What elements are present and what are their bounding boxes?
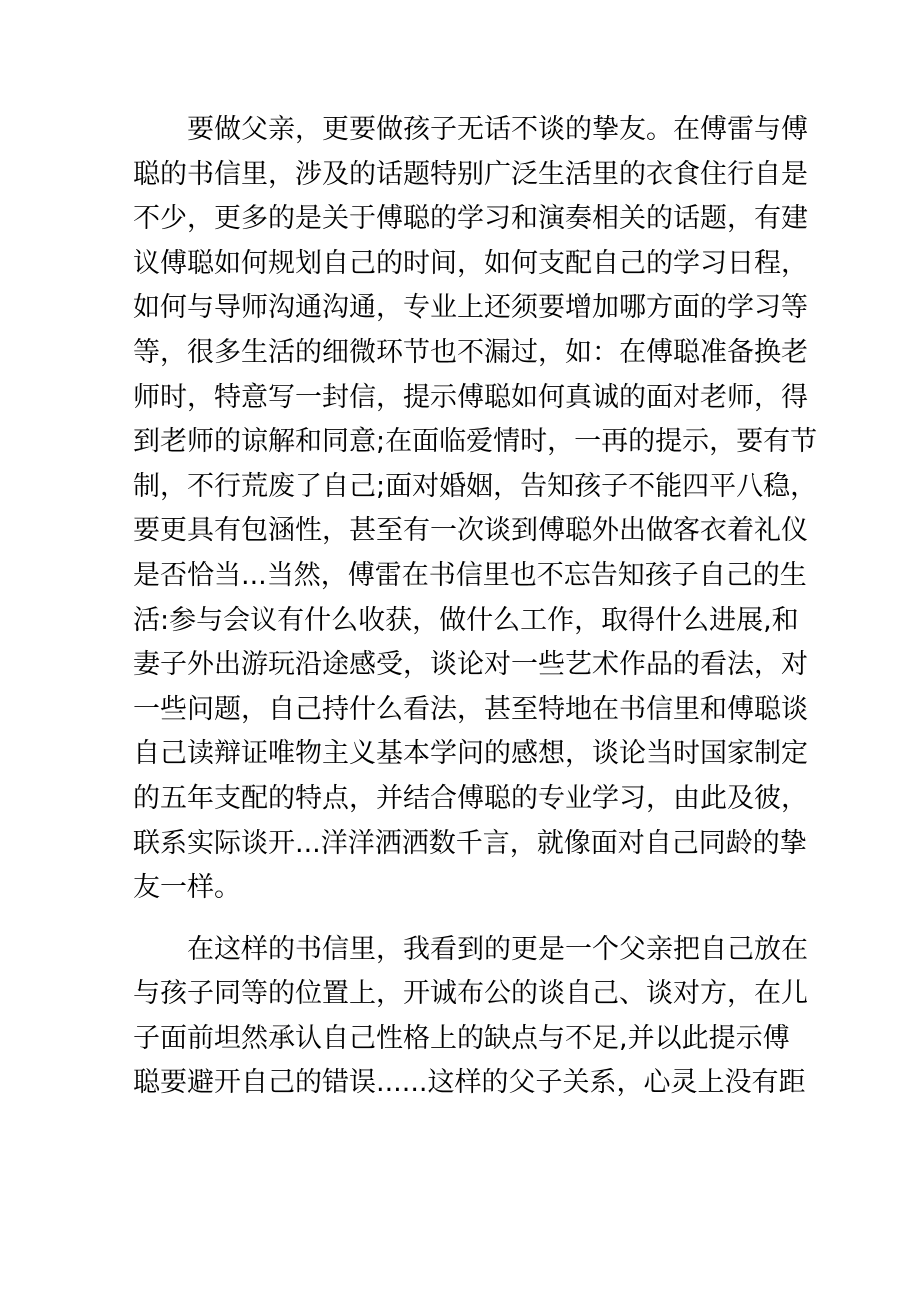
paragraph-line: 要更具有包涵性，甚至有一次谈到傅聪外出做客衣着礼仪: [133, 515, 808, 547]
paragraph-line: 议傅聪如何规划自己的时间，如何支配自己的学习日程，: [133, 247, 808, 279]
paragraph-2: [133, 928, 808, 1106]
paragraph-line: 是否恰当...当然，傅雷在书信里也不忘告知孩子自己的生: [133, 559, 807, 591]
paragraph-line: 要做父亲，更要做孩子无话不谈的挚友。在傅雷与傅: [187, 114, 808, 145]
paragraph-line: 一些问题，自己持什么看法，甚至特地在书信里和傅聪谈: [133, 693, 808, 725]
paragraph-line: 自己读辩证唯物主义基本学问的感想，谈论当时国家制定: [133, 738, 808, 770]
paragraph-line: 制，不行荒废了自己;面对婚姻，告知孩子不能四平八稳，: [133, 470, 818, 502]
paragraph-line: 的五年支配的特点，并结合傅聪的专业学习，由此及彼，: [133, 782, 808, 814]
document-body: [133, 108, 818, 1106]
paragraph-1: [133, 108, 818, 911]
paragraph-line: 不少，更多的是关于傅聪的学习和演奏相关的话题，有建: [133, 203, 808, 235]
paragraph-line: 如何与导师沟通沟通，专业上还须要增加哪方面的学习等: [133, 292, 808, 324]
paragraph-line: 联系实际谈开...洋洋洒洒数千言，就像面对自己同龄的挚: [133, 827, 807, 859]
paragraph-line: 到老师的谅解和同意;在面临爱情时，一再的提示，要有节: [133, 426, 818, 458]
paragraph-spacer: [133, 911, 793, 928]
paragraph-line: 聪要避开自己的错误......这样的父子关系，心灵上没有距: [133, 1067, 806, 1099]
paragraph-line: 子面前坦然承认自己性格上的缺点与不足,并以此提示傅: [133, 1022, 790, 1054]
paragraph-line: 聪的书信里，涉及的话题特别广泛生活里的衣食住行自是: [133, 158, 808, 190]
paragraph-line: 友一样。: [133, 872, 241, 904]
paragraph-line: 妻子外出游玩沿途感受，谈论对一些艺术作品的看法，对: [133, 649, 808, 681]
paragraph-line: 在这样的书信里，我看到的更是一个父亲把自己放在: [187, 933, 808, 965]
paragraph-line: 等，很多生活的细微环节也不漏过，如：在傅聪准备换老: [133, 336, 808, 368]
paragraph-line: 活:参与会议有什么收获，做什么工作，取得什么进展,和: [133, 604, 799, 636]
paragraph-line: 师时，特意写一封信，提示傅聪如何真诚的面对老师，得: [133, 381, 808, 413]
paragraph-line: 与孩子同等的位置上，开诚布公的谈自己、谈对方，在儿: [133, 978, 808, 1010]
